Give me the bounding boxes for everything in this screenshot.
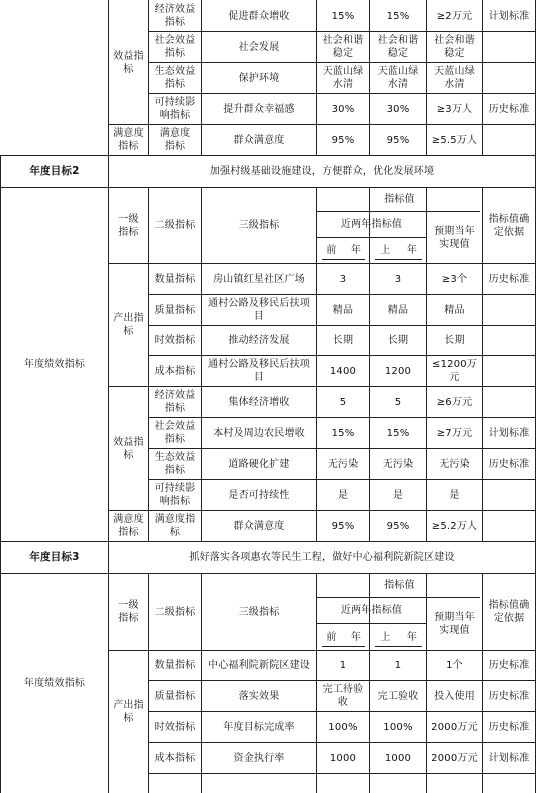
value-two-years-ago: 精品: [332, 304, 354, 316]
value-last-year: 15%: [386, 427, 410, 439]
value-last-year: 天蓝山绿 水清: [377, 66, 419, 90]
basis-value: [483, 511, 535, 541]
value-two-years-ago: 30%: [331, 103, 355, 115]
basis-value: 计划标准: [488, 10, 530, 22]
expected-value: ≥2万元: [436, 10, 473, 22]
expected-value: 投入使用: [434, 690, 475, 702]
basis-value: 历史标准: [488, 103, 530, 115]
expected-value: ≥6万元: [436, 396, 473, 408]
secondary-indicator: 经济效益 指标: [154, 4, 196, 28]
value-last-year: 无污染: [382, 458, 414, 470]
value-two-years-ago: 长期: [332, 335, 354, 346]
value-last-year: 社会和谐 稳定: [377, 35, 419, 59]
tertiary-indicator: 房山镇红星社区广场: [213, 273, 305, 285]
tertiary-indicator: 本村及周边农民增收: [213, 427, 305, 439]
underline: [322, 646, 365, 647]
value-last-year: 1000: [384, 752, 412, 764]
header-recent-two-years: 近两年指标值: [340, 219, 403, 230]
value-last-year: 95%: [386, 520, 410, 532]
expected-value: ≥7万元: [436, 427, 473, 439]
underline: [322, 259, 365, 260]
group-benefit-label: 效益指 标: [113, 50, 144, 75]
expected-value: 2000万元: [431, 721, 478, 733]
value-last-year: 1200: [384, 365, 412, 377]
value-last-year: 100%: [383, 721, 413, 733]
value-two-years-ago: 5: [339, 396, 347, 408]
annual-performance-indicators-label: 年度绩效指标: [23, 359, 86, 370]
goal3-label: 年度目标3: [29, 551, 80, 563]
secondary-indicator: 时效指标: [154, 335, 196, 346]
basis-value: [483, 326, 535, 355]
header-level2: 二级指标: [154, 220, 196, 231]
group-output-label: 产出指 标: [113, 700, 144, 724]
header-indicator-value: 指标值: [384, 194, 415, 205]
expected-value: 是: [449, 489, 460, 501]
value-last-year: 3: [394, 273, 402, 285]
grid-line-v: [535, 155, 536, 793]
basis-value: 历史标准: [488, 458, 530, 470]
secondary-indicator: 质量指标: [154, 690, 196, 702]
expected-value: 社会和谐 稳定: [434, 35, 475, 59]
secondary-indicator: 可持续影 响指标: [154, 483, 196, 507]
expected-value: ≥5.2万人: [431, 520, 478, 532]
basis-value: 历史标准: [488, 721, 530, 733]
value-two-years-ago: 3: [339, 273, 347, 285]
secondary-indicator: 经济效益 指标: [154, 390, 196, 414]
value-two-years-ago: 15%: [331, 10, 355, 22]
tertiary-indicator: 中心福利院新院区建设: [208, 660, 310, 671]
basis-value: 计划标准: [488, 752, 530, 764]
secondary-indicator: 生态效益 指标: [154, 66, 196, 90]
secondary-indicator: 质量指标: [154, 304, 196, 316]
value-two-years-ago: 1: [339, 660, 347, 671]
value-two-years-ago: 完工待验 收: [322, 684, 364, 708]
tertiary-indicator: 年度目标完成率: [223, 721, 295, 733]
tertiary-indicator: 资金执行率: [233, 752, 285, 764]
group-benefit-label: 效益指 标: [113, 436, 144, 461]
goal2-text: 加强村级基础设施建设，方便群众，优化发展环境: [209, 166, 435, 177]
secondary-indicator: 社会效益 指标: [154, 35, 196, 59]
tertiary-indicator: 通村公路及移民后扶项 目: [208, 298, 310, 322]
tertiary-indicator: 社会发展: [238, 41, 280, 53]
underline: [375, 646, 422, 647]
basis-value: 历史标准: [488, 660, 530, 671]
header-prev-year: 年: [350, 631, 362, 643]
value-two-years-ago: 1000: [329, 752, 357, 764]
tertiary-indicator: 群众满意度: [233, 134, 285, 146]
value-two-years-ago: 1400: [329, 365, 357, 377]
value-last-year: 1: [394, 660, 402, 671]
header-expected-value: 预期当年 实现值: [434, 225, 475, 250]
value-last-year: 长期: [387, 335, 409, 346]
group-satisfaction-label: 满意度 指标: [113, 514, 144, 538]
tertiary-indicator: 道路硬化扩建: [228, 458, 290, 470]
goal2-label: 年度目标2: [29, 165, 80, 177]
expected-value: ≥3个: [441, 273, 468, 285]
basis-value: 历史标准: [488, 690, 530, 702]
value-two-years-ago: 95%: [331, 520, 355, 532]
header-level2: 二级指标: [154, 606, 196, 618]
header-last-label: 上: [380, 245, 391, 256]
expected-value: 2000万元: [431, 752, 478, 764]
tertiary-indicator: 通村公路及移民后扶项 目: [208, 359, 310, 383]
expected-value: 无污染: [439, 458, 470, 470]
value-last-year: 是: [392, 489, 404, 501]
tertiary-indicator: 提升群众幸福感: [223, 103, 295, 115]
value-two-years-ago: 无污染: [327, 458, 359, 470]
header-level3: 三级指标: [238, 220, 280, 231]
underline: [375, 259, 422, 260]
expected-value: ≥3万人: [436, 103, 473, 115]
header-level1: 一级 指标: [118, 213, 139, 238]
secondary-indicator: 满意度 指标: [159, 128, 191, 152]
header-last-year: 年: [406, 631, 418, 643]
basis-value: 计划标准: [488, 427, 530, 439]
expected-value: 天蓝山绿 水清: [434, 66, 475, 90]
value-two-years-ago: 95%: [331, 134, 355, 146]
header-last-label: 上: [380, 631, 391, 643]
expected-value: 精品: [444, 304, 465, 316]
header-last-year: 年: [406, 245, 418, 256]
tertiary-indicator: 集体经济增收: [228, 396, 290, 408]
value-two-years-ago: 社会和谐 稳定: [322, 35, 364, 59]
value-last-year: 完工验收: [377, 690, 419, 702]
basis-value: 历史标准: [488, 273, 530, 285]
tertiary-indicator: 落实效果: [238, 690, 280, 702]
secondary-indicator: 成本指标: [154, 365, 196, 377]
grid-line-v: [535, 0, 536, 156]
expected-value: 1个: [446, 660, 463, 671]
basis-value: [483, 295, 535, 325]
secondary-indicator: 可持续影 响指标: [154, 97, 196, 121]
header-level3: 三级指标: [238, 606, 280, 618]
header-indicator-value: 指标值: [384, 580, 415, 591]
secondary-indicator: 数量指标: [154, 660, 196, 671]
value-last-year: 15%: [386, 10, 410, 22]
secondary-indicator: 满意度指 标: [154, 514, 196, 538]
expected-value: ≤1200万 元: [431, 359, 478, 383]
annual-performance-indicators-label: 年度绩效指标: [23, 677, 86, 689]
goal3-text: 抓好落实各项惠农等民生工程，做好中心福利院新院区建设: [189, 552, 455, 563]
value-last-year: 精品: [387, 304, 409, 316]
value-two-years-ago: 天蓝山绿 水清: [322, 66, 364, 90]
secondary-indicator: 成本指标: [154, 752, 196, 764]
secondary-indicator: 时效指标: [154, 721, 196, 733]
value-two-years-ago: 100%: [328, 721, 358, 733]
basis-value: [483, 356, 535, 386]
header-basis: 指标值确 定依据: [488, 600, 530, 624]
basis-value: [483, 387, 535, 417]
basis-value: [483, 125, 535, 155]
expected-value: ≥5.5万人: [431, 134, 478, 146]
value-two-years-ago: 是: [337, 489, 349, 501]
tertiary-indicator: 推动经济发展: [228, 335, 290, 346]
tertiary-indicator: 保护环境: [238, 72, 280, 84]
secondary-indicator: 数量指标: [154, 273, 196, 285]
value-last-year: 30%: [386, 103, 410, 115]
basis-value: [483, 63, 535, 93]
tertiary-indicator: 群众满意度: [233, 520, 285, 532]
header-level1: 一级 指标: [118, 600, 139, 624]
value-last-year: 5: [394, 396, 402, 408]
group-output-label: 产出指 标: [113, 313, 144, 337]
header-prev-year: 年: [350, 245, 362, 256]
expected-value: 长期: [444, 335, 465, 346]
secondary-indicator: 社会效益 指标: [154, 421, 196, 445]
value-two-years-ago: 15%: [331, 427, 355, 439]
header-prev-label: 前: [326, 631, 337, 643]
tertiary-indicator: 促进群众增收: [228, 10, 290, 22]
group-satisfaction-label: 满意度 指标: [113, 128, 144, 152]
basis-value: [483, 32, 535, 62]
basis-value: [483, 480, 535, 510]
grid-line-h: [148, 773, 536, 774]
header-basis: 指标值确 定依据: [488, 213, 530, 238]
header-recent-two-years: 近两年指标值: [340, 605, 403, 616]
secondary-indicator: 生态效益 指标: [154, 452, 196, 476]
tertiary-indicator: 是否可持续性: [228, 489, 290, 501]
header-expected-value: 预期当年 实现值: [434, 612, 475, 636]
value-last-year: 95%: [386, 134, 410, 146]
header-prev-label: 前: [326, 245, 337, 256]
